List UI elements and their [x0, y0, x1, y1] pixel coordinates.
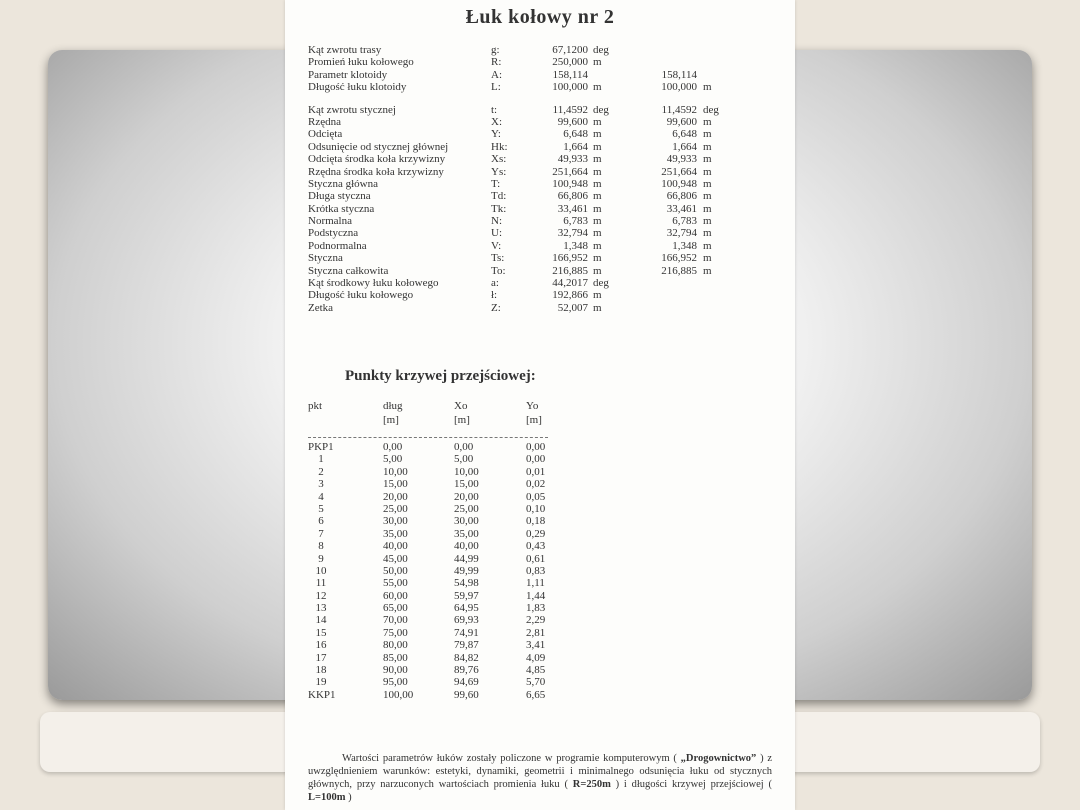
footnote-text-2: ) z uwzględnieniem warunków: estetyki, dynamiki, geometrii i minimalnego odsunięcia łuku od stycznych głównych, przy narzuconych wartościach promienia łuku ( [308, 753, 772, 790]
point-yo: 0,43 [526, 540, 546, 553]
point-length: 10,00 [383, 465, 408, 478]
param-unit: m [593, 227, 602, 240]
header-pkt: pkt [308, 400, 323, 412]
param-name: Styczna główna [308, 177, 378, 190]
point-yo: 1,11 [526, 577, 545, 590]
point-length: 45,00 [383, 552, 408, 565]
param-unit-2: m [703, 140, 712, 153]
point-length: 80,00 [383, 639, 408, 652]
param-name: Zetka [308, 301, 334, 314]
point-yo: 0,18 [526, 515, 546, 528]
point-label: 6 [318, 515, 324, 528]
point-length: 60,00 [383, 589, 408, 602]
param-unit-2: m [703, 190, 712, 203]
param-unit: m [593, 264, 602, 277]
point-row [308, 453, 568, 465]
point-row [308, 652, 568, 664]
point-yo: 4,09 [526, 651, 546, 664]
param-name: Promień łuku kołowego [308, 56, 414, 69]
param-unit: deg [593, 103, 609, 116]
param-unit-2: m [703, 177, 712, 190]
param-name: Styczna [308, 252, 343, 265]
point-row [308, 602, 568, 614]
param-unit: m [593, 81, 602, 94]
point-length: 95,00 [383, 676, 408, 689]
point-length: 35,00 [383, 527, 408, 540]
param-value-2: 6,648 [672, 128, 697, 141]
param-name: Odsunięcie od stycznej głównej [308, 140, 449, 153]
param-symbol: Y: [491, 128, 501, 141]
point-row [308, 590, 568, 602]
param-symbol: ł: [491, 289, 498, 302]
param-value: 49,933 [557, 153, 588, 166]
point-row [308, 565, 568, 577]
point-yo: 0,83 [526, 564, 546, 577]
param-symbol: Ys: [491, 165, 507, 178]
point-xo: 5,00 [454, 453, 474, 466]
param-value: 158,114 [552, 68, 588, 81]
param-unit-2: m [703, 239, 712, 252]
param-unit: m [593, 128, 602, 141]
point-xo: 15,00 [454, 478, 479, 491]
param-unit: deg [593, 277, 609, 290]
param-name: Kąt zwrotu trasy [308, 44, 382, 56]
point-yo: 1,44 [526, 589, 546, 602]
param-value-2: 99,600 [666, 115, 697, 128]
point-yo: 0,05 [526, 490, 546, 503]
param-symbol: Z: [491, 301, 501, 314]
param-value: 44,2017 [552, 277, 588, 290]
param-unit: m [593, 215, 602, 228]
point-label: PKP1 [308, 441, 334, 453]
point-length: 100,00 [383, 688, 414, 701]
document-title: Łuk kołowy nr 2 [465, 6, 615, 28]
param-unit-2: m [703, 81, 712, 94]
param-symbol: X: [491, 115, 502, 128]
point-yo: 2,29 [526, 614, 546, 627]
param-symbol: Tk: [491, 202, 507, 215]
param-unit: m [593, 289, 602, 302]
point-label: 19 [315, 676, 327, 689]
point-row [308, 491, 568, 503]
point-xo: 99,60 [454, 688, 479, 701]
header-length: dług [383, 400, 403, 412]
param-value: 100,948 [552, 177, 588, 190]
param-unit: deg [593, 44, 609, 56]
param-name: Długość łuku klotoidy [308, 81, 407, 94]
param-unit: m [593, 177, 602, 190]
param-unit: m [593, 202, 602, 215]
point-length: 55,00 [383, 577, 408, 590]
header-xo-unit: [m] [454, 414, 470, 426]
point-label: 3 [318, 478, 324, 491]
param-symbol: t: [491, 103, 498, 116]
point-length: 30,00 [383, 515, 408, 528]
point-label: 7 [318, 527, 324, 540]
point-row [308, 466, 568, 478]
point-yo: 0,02 [526, 478, 546, 491]
point-row [308, 528, 568, 540]
param-value: 6,783 [563, 215, 588, 228]
point-xo: 79,87 [454, 639, 479, 652]
param-symbol: U: [491, 227, 502, 240]
footnote-text-3: ) i długości krzywej przejściowej ( [610, 779, 772, 790]
point-yo: 0,01 [526, 465, 546, 478]
param-name: Rzędna [308, 115, 341, 128]
point-label: 13 [315, 602, 327, 615]
point-row [308, 664, 568, 676]
param-name: Rzędna środka koła krzywizny [308, 165, 444, 178]
param-value: 100,000 [552, 81, 588, 94]
point-length: 25,00 [383, 502, 408, 515]
point-row [308, 676, 568, 688]
point-row [308, 577, 568, 589]
param-unit-2: deg [703, 103, 719, 116]
point-length: 70,00 [383, 614, 408, 627]
param-symbol: a: [491, 277, 499, 290]
point-yo: 0,00 [526, 441, 546, 453]
header-length-unit: [m] [383, 414, 399, 426]
param-value-2: 100,000 [661, 81, 697, 94]
point-length: 0,00 [383, 441, 403, 453]
param-value: 11,4592 [552, 103, 588, 116]
param-name: Odcięta środka koła krzywizny [308, 153, 446, 166]
point-xo: 10,00 [454, 465, 479, 478]
point-row [308, 553, 568, 565]
footnote-program-name: „Drogownictwo” [680, 753, 757, 764]
param-name: Krótka styczna [308, 202, 375, 215]
point-yo: 6,65 [526, 688, 546, 701]
param-symbol: A: [491, 68, 502, 81]
point-xo: 64,95 [454, 602, 479, 615]
param-symbol: L: [491, 81, 501, 94]
point-yo: 4,85 [526, 664, 546, 677]
point-row [308, 515, 568, 527]
param-unit: m [593, 301, 602, 314]
param-symbol: V: [491, 239, 502, 252]
param-name: Długość łuku kołowego [308, 289, 414, 302]
param-unit: m [593, 190, 602, 203]
point-length: 65,00 [383, 602, 408, 615]
point-xo: 94,69 [454, 676, 479, 689]
param-value-2: 6,783 [672, 215, 697, 228]
point-xo: 74,91 [454, 626, 479, 639]
param-value-2: 1,348 [672, 239, 697, 252]
points-section-title: Punkty krzywej przejściowej: [345, 368, 536, 384]
param-unit-2: m [703, 115, 712, 128]
param-symbol: g: [491, 44, 500, 56]
param-value-2: 66,806 [666, 190, 697, 203]
footnote-paragraph [308, 752, 772, 804]
param-value: 1,348 [563, 239, 588, 252]
point-label: 4 [318, 490, 324, 503]
point-row [308, 478, 568, 490]
param-unit-2: m [703, 252, 712, 265]
point-xo: 35,00 [454, 527, 479, 540]
param-unit-2: m [703, 227, 712, 240]
param-unit: m [593, 56, 602, 69]
point-length: 40,00 [383, 540, 408, 553]
point-xo: 89,76 [454, 664, 479, 677]
param-unit: m [593, 165, 602, 178]
param-name: Normalna [308, 215, 352, 228]
point-yo: 0,61 [526, 552, 546, 565]
param-name: Kąt środkowy łuku kołowego [308, 277, 439, 290]
param-name: Podstyczna [308, 227, 359, 240]
point-xo: 44,99 [454, 552, 479, 565]
point-yo: 3,41 [526, 639, 546, 652]
point-label: 16 [315, 639, 327, 652]
param-value-2: 1,664 [672, 140, 697, 153]
point-label: 12 [315, 589, 327, 602]
param-name: Kąt zwrotu stycznej [308, 103, 396, 116]
param-unit-2: m [703, 202, 712, 215]
point-length: 5,00 [383, 453, 403, 466]
param-unit: m [593, 239, 602, 252]
param-value: 216,885 [552, 264, 588, 277]
point-label: KKP1 [308, 688, 336, 701]
param-value: 1,664 [563, 140, 588, 153]
footnote-length: L=100m [308, 792, 346, 803]
point-yo: 0,00 [526, 453, 546, 466]
point-label: 15 [315, 626, 327, 639]
param-value: 166,952 [552, 252, 588, 265]
param-unit-2: m [703, 215, 712, 228]
point-label: 9 [318, 552, 324, 565]
param-symbol: Xs: [491, 153, 507, 166]
point-row [308, 639, 568, 651]
param-symbol: Hk: [491, 140, 508, 153]
param-symbol: R: [491, 56, 502, 69]
point-length: 90,00 [383, 664, 408, 677]
point-row [308, 689, 568, 701]
param-unit-2: m [703, 153, 712, 166]
param-symbol: N: [491, 215, 502, 228]
point-xo: 25,00 [454, 502, 479, 515]
param-value-2: 158,114 [661, 68, 697, 81]
param-value: 192,866 [552, 289, 588, 302]
point-length: 20,00 [383, 490, 408, 503]
param-value: 33,461 [557, 202, 588, 215]
point-label: 1 [318, 453, 324, 466]
param-name: Styczna całkowita [308, 264, 389, 277]
param-unit-2: m [703, 264, 712, 277]
param-value-2: 33,461 [666, 202, 697, 215]
param-name: Odcięta [308, 128, 343, 141]
param-unit: m [593, 252, 602, 265]
point-row [308, 540, 568, 552]
point-xo: 20,00 [454, 490, 479, 503]
point-row [308, 503, 568, 515]
param-value: 251,664 [552, 165, 588, 178]
param-value-2: 11,4592 [661, 103, 697, 116]
point-yo: 0,29 [526, 527, 546, 540]
param-unit-2: m [703, 128, 712, 141]
param-symbol: To: [491, 264, 506, 277]
point-xo: 0,00 [454, 441, 474, 453]
point-label: 17 [315, 651, 327, 664]
param-unit-2: m [703, 165, 712, 178]
param-value: 52,007 [557, 301, 588, 314]
point-xo: 49,99 [454, 564, 479, 577]
header-yo: Yo [526, 400, 539, 412]
param-value: 6,648 [563, 128, 588, 141]
footnote-radius: R=250m [572, 779, 611, 790]
param-value: 32,794 [557, 227, 588, 240]
document-page [285, 0, 795, 810]
header-xo: Xo [454, 400, 468, 412]
header-yo-unit: [m] [526, 414, 542, 426]
point-length: 15,00 [383, 478, 408, 491]
point-row [308, 441, 568, 453]
point-xo: 30,00 [454, 515, 479, 528]
param-value-2: 216,885 [661, 264, 697, 277]
point-row [308, 614, 568, 626]
point-label: 18 [315, 664, 327, 677]
param-value-2: 32,794 [666, 227, 697, 240]
point-yo: 0,10 [526, 502, 546, 515]
param-value: 66,806 [557, 190, 588, 203]
param-value-2: 100,948 [661, 177, 697, 190]
param-symbol: Td: [491, 190, 507, 203]
point-yo: 5,70 [526, 676, 546, 689]
param-value-2: 49,933 [666, 153, 697, 166]
param-name: Podnormalna [308, 239, 367, 252]
points-table-body [308, 441, 568, 701]
point-row [308, 627, 568, 639]
point-length: 50,00 [383, 564, 408, 577]
footnote-text-1: Wartości parametrów łuków zostały policzone w programie komputerowym ( [342, 753, 681, 764]
param-value-2: 251,664 [661, 165, 697, 178]
point-length: 75,00 [383, 626, 408, 639]
param-value-2: 166,952 [661, 252, 697, 265]
param-unit: m [593, 153, 602, 166]
param-symbol: T: [491, 177, 501, 190]
point-yo: 2,81 [526, 626, 546, 639]
point-label: 10 [315, 564, 327, 577]
point-xo: 69,93 [454, 614, 479, 627]
param-value: 67,1200 [552, 44, 588, 56]
footnote-text-4: ) [345, 792, 352, 803]
point-xo: 40,00 [454, 540, 479, 553]
point-xo: 84,82 [454, 651, 479, 664]
point-label: 14 [315, 614, 327, 627]
point-label: 2 [318, 465, 324, 478]
point-length: 85,00 [383, 651, 408, 664]
point-xo: 54,98 [454, 577, 479, 590]
point-label: 5 [318, 502, 324, 515]
table-separator [308, 437, 548, 438]
param-value: 99,600 [557, 115, 588, 128]
point-xo: 59,97 [454, 589, 479, 602]
param-name: Długa styczna [308, 190, 371, 203]
point-yo: 1,83 [526, 602, 546, 615]
param-unit: m [593, 115, 602, 128]
param-name: Parametr klotoidy [308, 68, 388, 81]
param-unit: m [593, 140, 602, 153]
param-symbol: Ts: [491, 252, 505, 265]
point-label: 11 [315, 577, 327, 590]
point-label: 8 [318, 540, 324, 553]
param-value: 250,000 [552, 56, 588, 69]
